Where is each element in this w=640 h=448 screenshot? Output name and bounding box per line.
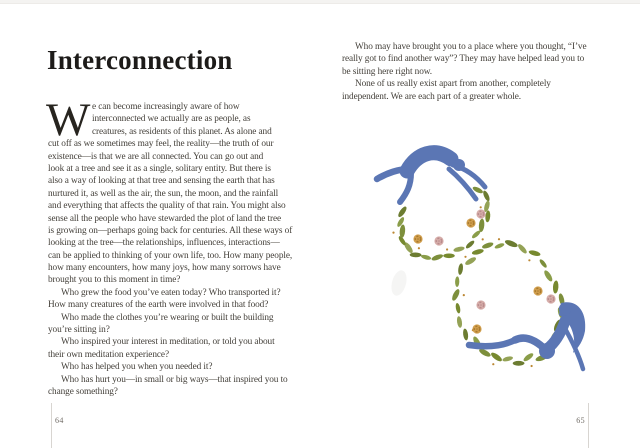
text-line: Who may have brought you to a place where you thought, “I’ve [355,42,587,52]
text-line: change something? [48,386,118,397]
text-line: Who inspired your interest in meditation, or told you about [61,337,275,348]
text-line: How many creatures of the earth were involved in that food? [48,300,269,311]
left-text-column [46,94,318,398]
page-edge-mark-right [588,403,589,448]
text-line: cut off as we sometimes may feel, the reality—the truth of our [48,139,274,150]
chapter-title: Interconnection [47,45,233,75]
text-line: is growing on—perhaps going back for centuries. All these ways of [48,225,293,236]
text-line: how many encounters, how many joys, how many sorrows have [48,263,281,274]
text-line: you’re sitting in? [48,325,110,336]
text-line: and everything that affects the quality of that rain. You might also [48,201,286,212]
page-top-edge [0,0,640,4]
text-line: can be applied to thinking of your own life, too. How many people, [48,250,293,261]
text-line: look at a tree and see it as a single, solitary entity. But there is [48,163,271,174]
garland-flowers [413,209,555,333]
diving-figure [377,153,485,202]
text-line: also a way of looking at that tree and sensing the earth that has [48,176,275,187]
text-line: Who grew the food you’ve eaten today? Who transported it? [61,287,281,298]
drop-cap: W [46,94,91,146]
page-number-left: 64 [55,416,64,425]
text-line: independent. We are each part of a greater whole. [342,91,521,102]
text-line: existence—is that we are all connected. You can go out and [48,151,264,162]
page-edge-mark-left [51,403,52,448]
interconnection-illustration [371,141,611,376]
text-line: Who has helped you when you needed it? [61,362,213,373]
text-line: really got to find another way”? They may have helped lead you to [342,54,585,65]
text-line: interconnected we actually are as people, as [92,114,251,125]
text-line: be sitting here right now. [342,66,433,77]
text-line: Who made the clothes you’re wearing or built the building [61,312,274,323]
text-line: nurtured it, as well as the air, the sun, the moon, and the rainfall [48,188,279,199]
paper-shadow [389,269,409,298]
text-line: e can become increasingly aware of how [92,102,240,112]
text-line: creatures, as residents of this planet. As alone and [92,126,272,137]
right-text-column [342,41,612,103]
text-line: sense all the people who have stewarded the plot of land the tree [48,213,282,224]
text-line: None of us really exist apart from another, completely [355,79,551,90]
text-line: looking at the tree—the relationships, influences, interactions— [48,238,280,249]
text-line: Who has hurt you—in small or big ways—that inspired you to [61,374,288,385]
text-line: brought you to this moment in time? [48,275,181,286]
page-number-right: 65 [576,416,585,425]
text-line: their own meditation experience? [48,349,169,360]
